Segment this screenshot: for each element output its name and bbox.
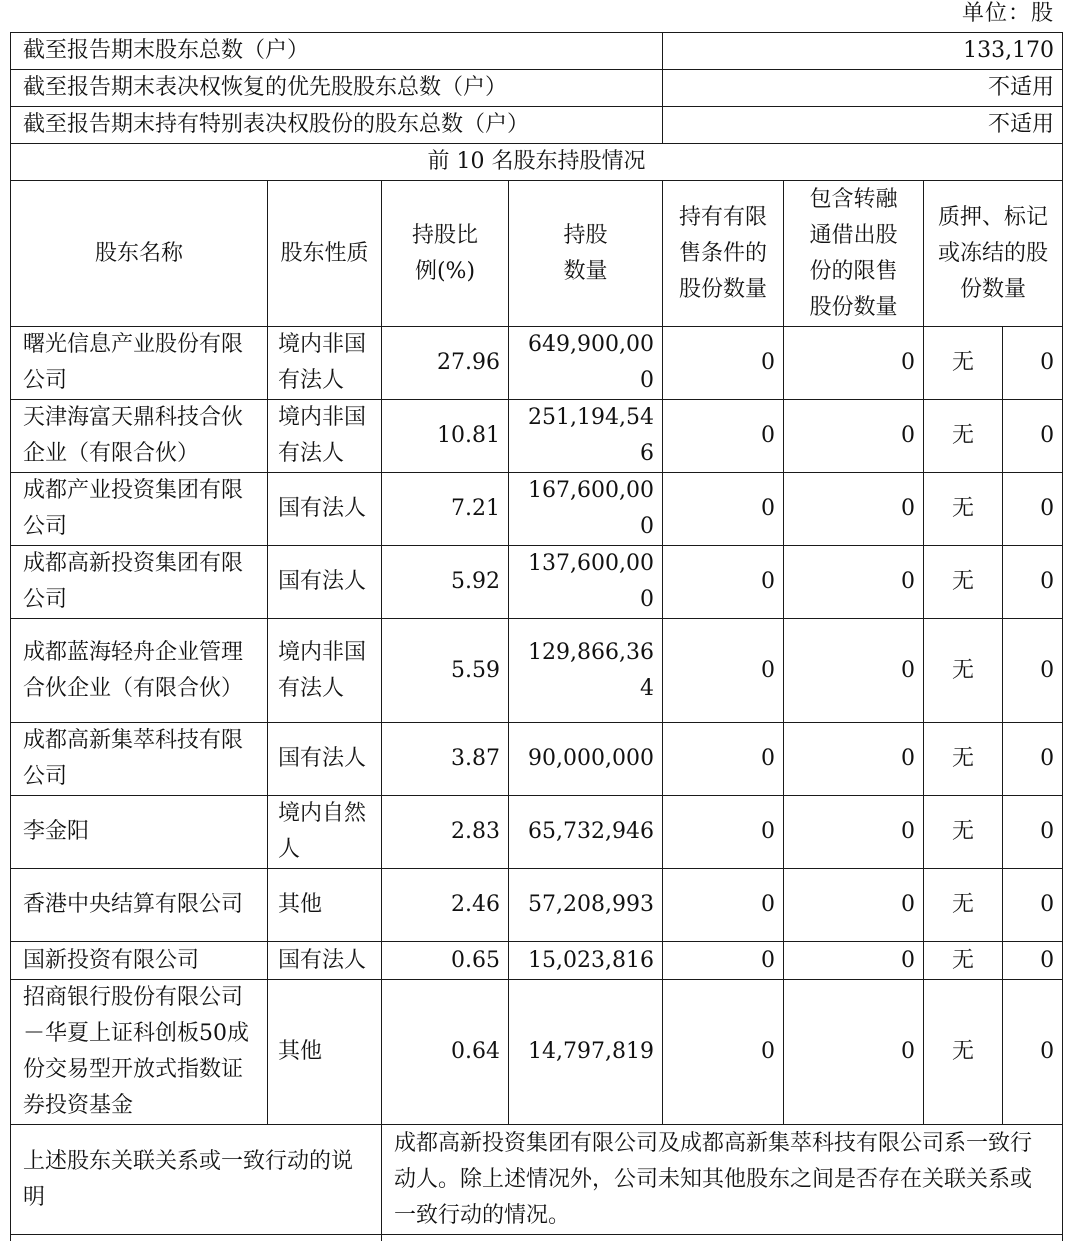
holding-ratio: 3.87: [382, 723, 509, 796]
summary-row: [11, 33, 1063, 70]
pledge-status: 无: [924, 942, 1003, 980]
summary-value: 不适用: [663, 70, 1063, 107]
holding-ratio: 27.96: [382, 327, 509, 400]
continuation-cell: [382, 1235, 1063, 1242]
holding-ratio: 7.21: [382, 473, 509, 546]
restricted-shares: 0: [663, 723, 784, 796]
unit-label: 单位：股: [961, 1, 1054, 26]
shareholder-name: 香港中央结算有限公司: [11, 869, 268, 942]
table-row: [11, 619, 1063, 723]
pledge-status: 无: [924, 723, 1003, 796]
pledge-status: 无: [924, 400, 1003, 473]
shareholder-name: 天津海富天鼎科技合伙企业（有限合伙）: [11, 400, 268, 473]
pledge-quantity: 0: [1003, 400, 1063, 473]
lending-shares: 0: [784, 327, 924, 400]
shareholder-name: 李金阳: [11, 796, 268, 869]
holding-shares: 649,900,000: [509, 327, 663, 400]
pledge-quantity: 0: [1003, 327, 1063, 400]
pledge-status: 无: [924, 869, 1003, 942]
shareholder-name: 成都产业投资集团有限公司: [11, 473, 268, 546]
section-title: 前 10 名股东持股情况: [11, 144, 1063, 181]
table-row: [11, 327, 1063, 400]
summary-value: 不适用: [663, 107, 1063, 144]
shareholder-table: [10, 32, 1063, 1241]
restricted-shares: 0: [663, 473, 784, 546]
header-pledge: 质押、标记或冻结的股份数量: [924, 181, 1063, 327]
restricted-shares: 0: [663, 869, 784, 942]
holding-shares: 15,023,816: [509, 942, 663, 980]
summary-label: 截至报告期末持有特别表决权股份的股东总数（户）: [11, 107, 663, 144]
table-row: [11, 796, 1063, 869]
shareholder-name: 招商银行股份有限公司－华夏上证科创板50成份交易型开放式指数证券投资基金: [11, 980, 268, 1125]
shareholder-nature: 国有法人: [268, 546, 382, 619]
lending-shares: 0: [784, 546, 924, 619]
shareholder-nature: 境内非国有法人: [268, 619, 382, 723]
continuation-cell: [11, 1235, 382, 1242]
table-row: [11, 546, 1063, 619]
pledge-status: 无: [924, 980, 1003, 1125]
shareholder-nature: 其他: [268, 869, 382, 942]
pledge-quantity: 0: [1003, 869, 1063, 942]
pledge-quantity: 0: [1003, 723, 1063, 796]
shareholder-nature: 境内非国有法人: [268, 400, 382, 473]
header-restricted: 持有有限售条件的股份数量: [663, 181, 784, 327]
holding-shares: 57,208,993: [509, 869, 663, 942]
restricted-shares: 0: [663, 400, 784, 473]
summary-label: 截至报告期末股东总数（户）: [11, 33, 663, 70]
table-row: [11, 942, 1063, 980]
holding-shares: 251,194,546: [509, 400, 663, 473]
pledge-quantity: 0: [1003, 980, 1063, 1125]
header-nature: 股东性质: [268, 181, 382, 327]
holding-shares: 14,797,819: [509, 980, 663, 1125]
pledge-quantity: 0: [1003, 796, 1063, 869]
holding-ratio: 10.81: [382, 400, 509, 473]
shareholder-name: 成都高新集萃科技有限公司: [11, 723, 268, 796]
shareholder-nature: 境内自然人: [268, 796, 382, 869]
holding-ratio: 0.64: [382, 980, 509, 1125]
pledge-status: 无: [924, 327, 1003, 400]
restricted-shares: 0: [663, 546, 784, 619]
summary-row: [11, 107, 1063, 144]
holding-ratio: 5.92: [382, 546, 509, 619]
holding-shares: 90,000,000: [509, 723, 663, 796]
lending-shares: 0: [784, 942, 924, 980]
relation-note-text: 成都高新投资集团有限公司及成都高新集萃科技有限公司系一致行动人。除上述情况外，公司未知其他股东之间是否存在关联关系或一致行动的情况。: [382, 1125, 1063, 1235]
holding-shares: 167,600,000: [509, 473, 663, 546]
pledge-quantity: 0: [1003, 473, 1063, 546]
shareholder-nature: 国有法人: [268, 723, 382, 796]
relation-note-label: 上述股东关联关系或一致行动的说明: [11, 1125, 382, 1235]
pledge-status: 无: [924, 796, 1003, 869]
holding-shares: 137,600,000: [509, 546, 663, 619]
header-lending: 包含转融通借出股份的限售股份数量: [784, 181, 924, 327]
pledge-quantity: 0: [1003, 619, 1063, 723]
table-row: [11, 400, 1063, 473]
shareholder-name: 曙光信息产业股份有限公司: [11, 327, 268, 400]
header-name: 股东名称: [11, 181, 268, 327]
summary-row: [11, 70, 1063, 107]
column-header-row: [11, 181, 1063, 327]
restricted-shares: 0: [663, 980, 784, 1125]
restricted-shares: 0: [663, 796, 784, 869]
restricted-shares: 0: [663, 619, 784, 723]
table-row: [11, 723, 1063, 796]
lending-shares: 0: [784, 869, 924, 942]
table-row: [11, 869, 1063, 942]
shareholder-name: 成都蓝海轻舟企业管理合伙企业（有限合伙）: [11, 619, 268, 723]
restricted-shares: 0: [663, 327, 784, 400]
lending-shares: 0: [784, 796, 924, 869]
holding-shares: 65,732,946: [509, 796, 663, 869]
summary-label: 截至报告期末表决权恢复的优先股股东总数（户）: [11, 70, 663, 107]
pledge-status: 无: [924, 546, 1003, 619]
holding-ratio: 2.83: [382, 796, 509, 869]
table-row: [11, 980, 1063, 1125]
pledge-status: 无: [924, 619, 1003, 723]
section-title-row: [11, 144, 1063, 181]
summary-value: 133,170: [663, 33, 1063, 70]
table-continuation-row: [11, 1235, 1063, 1242]
shareholder-nature: 其他: [268, 980, 382, 1125]
lending-shares: 0: [784, 723, 924, 796]
lending-shares: 0: [784, 619, 924, 723]
restricted-shares: 0: [663, 942, 784, 980]
shareholder-name: 国新投资有限公司: [11, 942, 268, 980]
pledge-status: 无: [924, 473, 1003, 546]
shareholder-nature: 国有法人: [268, 942, 382, 980]
header-shares: 持股数量: [509, 181, 663, 327]
holding-ratio: 0.65: [382, 942, 509, 980]
shareholder-name: 成都高新投资集团有限公司: [11, 546, 268, 619]
holding-ratio: 5.59: [382, 619, 509, 723]
shareholder-nature: 国有法人: [268, 473, 382, 546]
header-ratio: 持股比例(%): [382, 181, 509, 327]
shareholder-nature: 境内非国有法人: [268, 327, 382, 400]
lending-shares: 0: [784, 400, 924, 473]
table-row: [11, 473, 1063, 546]
lending-shares: 0: [784, 473, 924, 546]
holding-shares: 129,866,364: [509, 619, 663, 723]
pledge-quantity: 0: [1003, 546, 1063, 619]
relation-note-row: [11, 1125, 1063, 1235]
pledge-quantity: 0: [1003, 942, 1063, 980]
lending-shares: 0: [784, 980, 924, 1125]
holding-ratio: 2.46: [382, 869, 509, 942]
